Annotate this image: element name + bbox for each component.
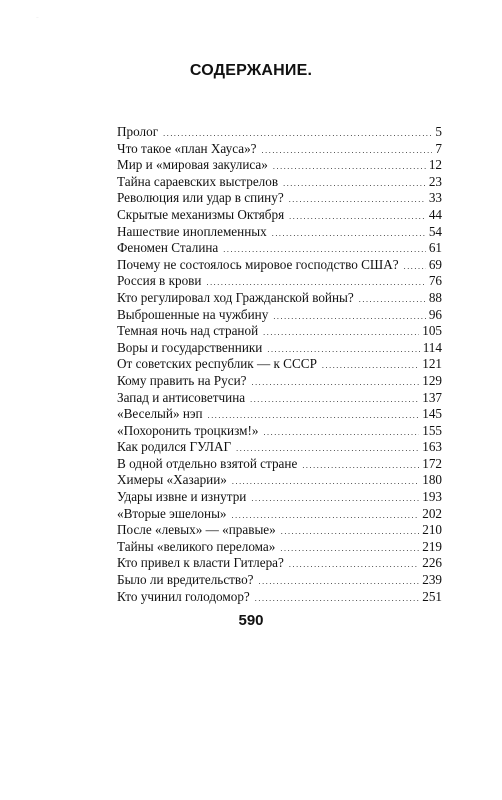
toc-entry-page: 61 <box>428 240 442 256</box>
toc-entry-title: Тайна сараевских выстрелов <box>117 173 279 189</box>
toc-entry-title: «Похоронить троцкизм!» <box>117 422 259 438</box>
toc-entry <box>117 572 442 589</box>
dot-leader <box>273 159 426 176</box>
toc-entry <box>117 141 442 158</box>
toc-entry-title: «Веселый» нэп <box>117 406 203 422</box>
toc-entry-page: 226 <box>422 555 442 571</box>
toc-entry-title: «Вторые эшелоны» <box>117 505 227 521</box>
toc-entry <box>117 373 442 390</box>
toc-entry <box>117 307 442 324</box>
dot-leader <box>259 574 420 591</box>
dot-leader <box>251 375 419 392</box>
toc-entry-title: Кто учинил голодомор? <box>117 588 250 604</box>
toc-entry-title: Запад и антисоветчина <box>117 389 246 405</box>
table-of-contents <box>117 124 442 605</box>
dot-leader <box>322 358 419 375</box>
toc-entry <box>117 406 442 423</box>
toc-entry <box>117 174 442 191</box>
dot-leader <box>232 474 419 491</box>
dot-leader <box>255 591 419 608</box>
toc-entry <box>117 390 442 407</box>
toc-entry-title: Как родился ГУЛАГ <box>117 439 232 455</box>
page-title: СОДЕРЖАНИЕ. <box>189 62 313 79</box>
toc-entry-title: В одной отдельно взятой стране <box>117 455 298 471</box>
toc-entry <box>117 522 442 539</box>
toc-entry <box>117 539 442 556</box>
toc-entry-title: Тайны «великого перелома» <box>117 538 276 554</box>
dot-leader <box>289 557 419 574</box>
toc-entry-page: 210 <box>422 522 442 538</box>
toc-entry <box>117 340 442 357</box>
toc-entry-page: 5 <box>435 124 442 139</box>
toc-entry <box>117 456 442 473</box>
toc-entry <box>117 273 442 290</box>
toc-entry-page: 137 <box>422 389 442 405</box>
dot-leader <box>283 176 426 193</box>
toc-entry-title: Россия в крови <box>117 273 202 289</box>
toc-entry-title: Кому править на Руси? <box>117 372 247 388</box>
toc-entry-title: Мир и «мировая закулиса» <box>117 157 268 173</box>
toc-entry-page: 7 <box>435 140 442 156</box>
toc-entry-page: 202 <box>422 505 442 521</box>
toc-entry-page: 23 <box>428 173 442 189</box>
toc-entry-page: 193 <box>422 489 442 505</box>
toc-entry <box>117 423 442 440</box>
dot-leader <box>273 309 426 326</box>
toc-entry-page: 12 <box>428 157 442 173</box>
toc-entry-title: От советских республик — к СССР <box>117 356 317 372</box>
dot-leader <box>272 226 426 243</box>
toc-entry-page: 239 <box>422 572 442 588</box>
toc-entry-title: Кто привел к власти Гитлера? <box>117 555 284 571</box>
toc-entry-title: Было ли вредительство? <box>117 572 254 588</box>
toc-entry-page: 121 <box>422 356 442 372</box>
toc-entry <box>117 323 442 340</box>
page-number: 590 <box>238 612 264 629</box>
dot-leader <box>404 259 426 276</box>
dot-leader <box>280 541 419 558</box>
toc-entry-title: Феномен Сталина <box>117 240 219 256</box>
toc-entry-page: 96 <box>428 306 442 322</box>
dot-leader <box>289 209 426 226</box>
toc-entry-title: Кто регулировал ход Гражданской войны? <box>117 289 354 305</box>
toc-entry-page: 251 <box>422 588 442 604</box>
dot-leader <box>289 192 426 209</box>
toc-entry <box>117 190 442 207</box>
toc-entry-page: 54 <box>428 223 442 239</box>
toc-entry-title: Революция или удар в спину? <box>117 190 284 206</box>
toc-entry <box>117 224 442 241</box>
toc-entry-page: 129 <box>422 372 442 388</box>
dot-leader <box>302 458 419 475</box>
toc-entry-page: 33 <box>428 190 442 206</box>
toc-entry <box>117 356 442 373</box>
toc-entry-title: Химеры «Хазарии» <box>117 472 227 488</box>
toc-entry <box>117 207 442 224</box>
dot-leader <box>263 325 419 342</box>
toc-entry-page: 114 <box>422 339 442 355</box>
toc-entry-title: Что такое «план Хауса»? <box>117 140 257 156</box>
toc-entry <box>117 506 442 523</box>
toc-entry-title: Темная ночь над страной <box>117 323 259 339</box>
corner-mark: ... <box>36 15 39 19</box>
toc-entry <box>117 124 442 141</box>
toc-entry-page: 163 <box>422 439 442 455</box>
toc-entry-page: 145 <box>422 406 442 422</box>
toc-entry <box>117 555 442 572</box>
toc-entry-title: Воры и государственники <box>117 339 263 355</box>
toc-entry-page: 76 <box>428 273 442 289</box>
dot-leader <box>251 491 419 508</box>
toc-entry <box>117 472 442 489</box>
toc-entry <box>117 439 442 456</box>
toc-entry-title: Пролог <box>117 124 159 139</box>
dot-leader <box>262 143 433 160</box>
toc-entry-page: 219 <box>422 538 442 554</box>
toc-entry-title: После «левых» — «правые» <box>117 522 276 538</box>
toc-entry-title: Скрытые механизмы Октября <box>117 206 285 222</box>
toc-entry-title: Почему не состоялось мировое господство США? <box>117 256 399 272</box>
toc-entry-page: 155 <box>422 422 442 438</box>
dot-leader <box>263 425 419 442</box>
dot-leader <box>359 292 426 309</box>
toc-entry <box>117 257 442 274</box>
dot-leader <box>281 524 419 541</box>
toc-entry-page: 69 <box>428 256 442 272</box>
toc-entry <box>117 489 442 506</box>
toc-entry-page: 88 <box>428 289 442 305</box>
toc-entry-page: 44 <box>428 206 442 222</box>
toc-entry <box>117 589 442 606</box>
toc-entry-page: 172 <box>422 455 442 471</box>
dot-leader <box>250 392 419 409</box>
toc-entry <box>117 157 442 174</box>
toc-entry <box>117 240 442 257</box>
toc-entry-title: Удары извне и изнутри <box>117 489 247 505</box>
toc-entry-title: Выброшенные на чужбину <box>117 306 269 322</box>
toc-entry-page: 105 <box>422 323 442 339</box>
toc-entry-page: 180 <box>422 472 442 488</box>
toc-entry <box>117 290 442 307</box>
toc-entry-title: Нашествие иноплеменных <box>117 223 267 239</box>
